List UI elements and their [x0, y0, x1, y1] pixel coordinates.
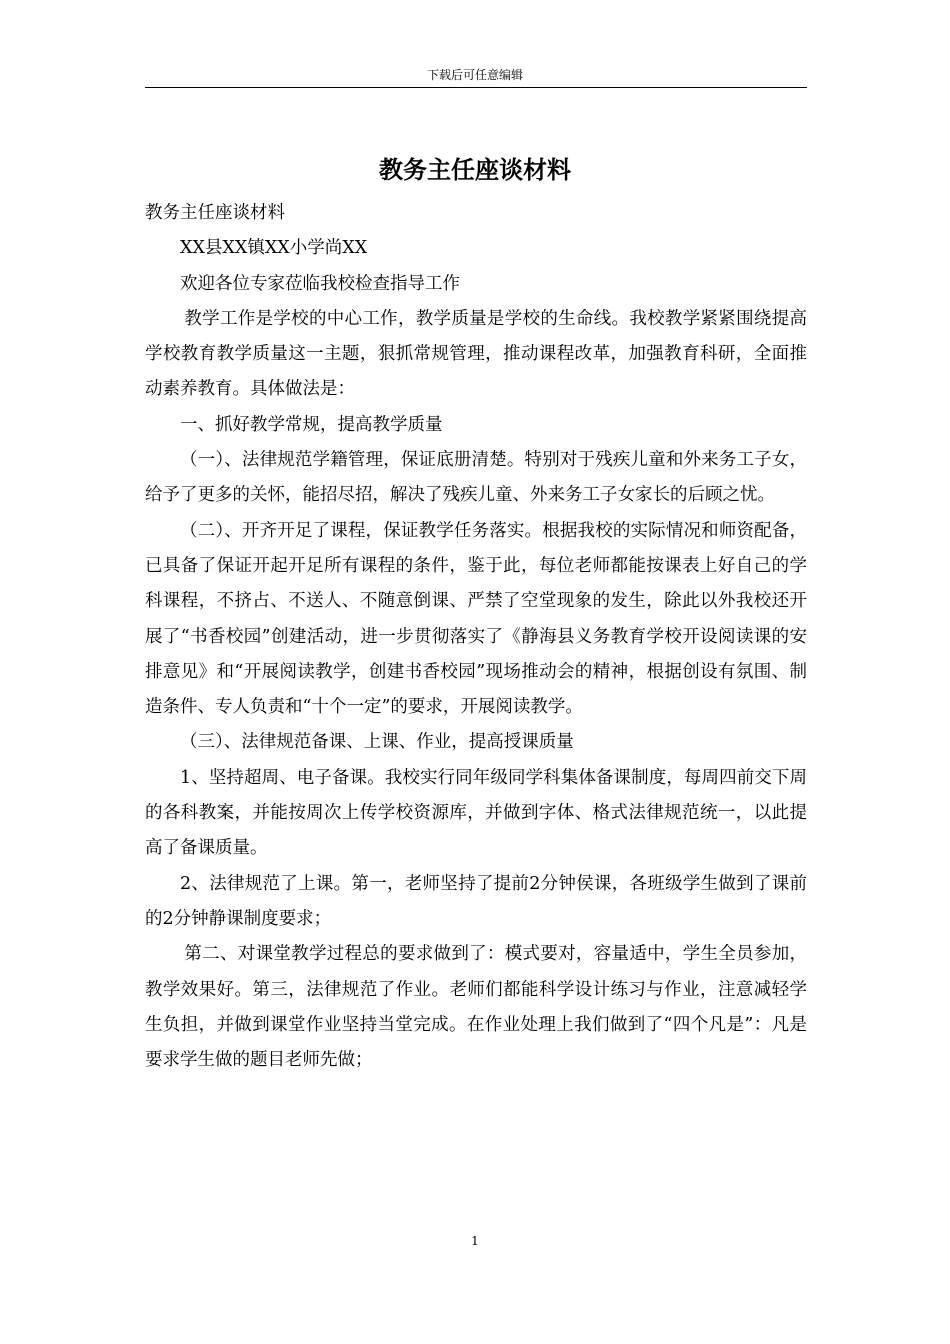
subsection-2-paragraph: （二）、开齐开足了课程，保证教学任务落实。根据我校的实际情况和师资配备，已具备了保证开起开足所有课程的条件，鉴于此，每位老师都能按课表上好自己的学科课程，不挤占、不送人、不随意倒课、严禁了空堂现象的发生，除此以外我校还开展了“书香校园”创建活动，进一步贯彻落实了《静海县义务教育学校开设阅读课的安排意见》和“开展阅读教学，创建书香校园”现场推动会的精神，根据创设有氛围、制造条件、专人负责和“十个一定”的要求，开展阅读教学。 [145, 520, 807, 718]
item-2-continued-paragraph: 第二、对课堂教学过程总的要求做到了：模式要对，容量适中，学生全员参加，教学效果好。第三，法律规范了作业。老师们都能科学设计练习与作业，注意减轻学生负担，并做到课堂作业坚持当堂完成。在作业处理上我们做到了“四个凡是”：凡是要求学生做的题目老师先做； [145, 944, 807, 1071]
page-header: 下载后可任意编辑 [426, 68, 523, 82]
subtitle-paragraph: 教务主任座谈材料 [145, 203, 285, 223]
subsection-1-paragraph: （一）、法律规范学籍管理，保证底册清楚。特别对于残疾儿童和外来务工子女，给予了更多的关怀，能招尽招，解决了残疾儿童、外来务工子女家长的后顾之忧。 [145, 450, 807, 506]
section-heading-1: 一、抓好教学常规，提高教学质量 [180, 414, 443, 435]
item-2-paragraph: 2、法律规范了上课。第一，老师坚持了提前2分钟侯课，各班级学生做到了课前的2分钟静课制度要求； [145, 873, 807, 929]
document-title: 教务主任座谈材料 [379, 155, 571, 184]
author-line: XX县XX镇XX小学尚XX [180, 238, 368, 259]
header-divider [145, 87, 807, 88]
greeting-paragraph: 欢迎各位专家莅临我校检查指导工作 [180, 273, 460, 294]
page-number: 1 [471, 1234, 479, 1248]
item-1-paragraph: 1、坚持超周、电子备课。我校实行同年级同学科集体备课制度，每周四前交下周的各科教案，并能按周次上传学校资源库，并做到字体、格式法律规范统一，以此提高了备课质量。 [145, 767, 807, 859]
document-body [145, 196, 807, 1078]
intro-paragraph: 教学工作是学校的中心工作，教学质量是学校的生命线。我校教学紧紧围绕提高学校教育教学质量这一主题，狠抓常规管理，推动课程改革，加强教育科研，全面推动素养教育。具体做法是： [145, 308, 807, 400]
subsection-3-heading: （三）、法律规范备课、上课、作业，提高授课质量 [180, 732, 574, 753]
